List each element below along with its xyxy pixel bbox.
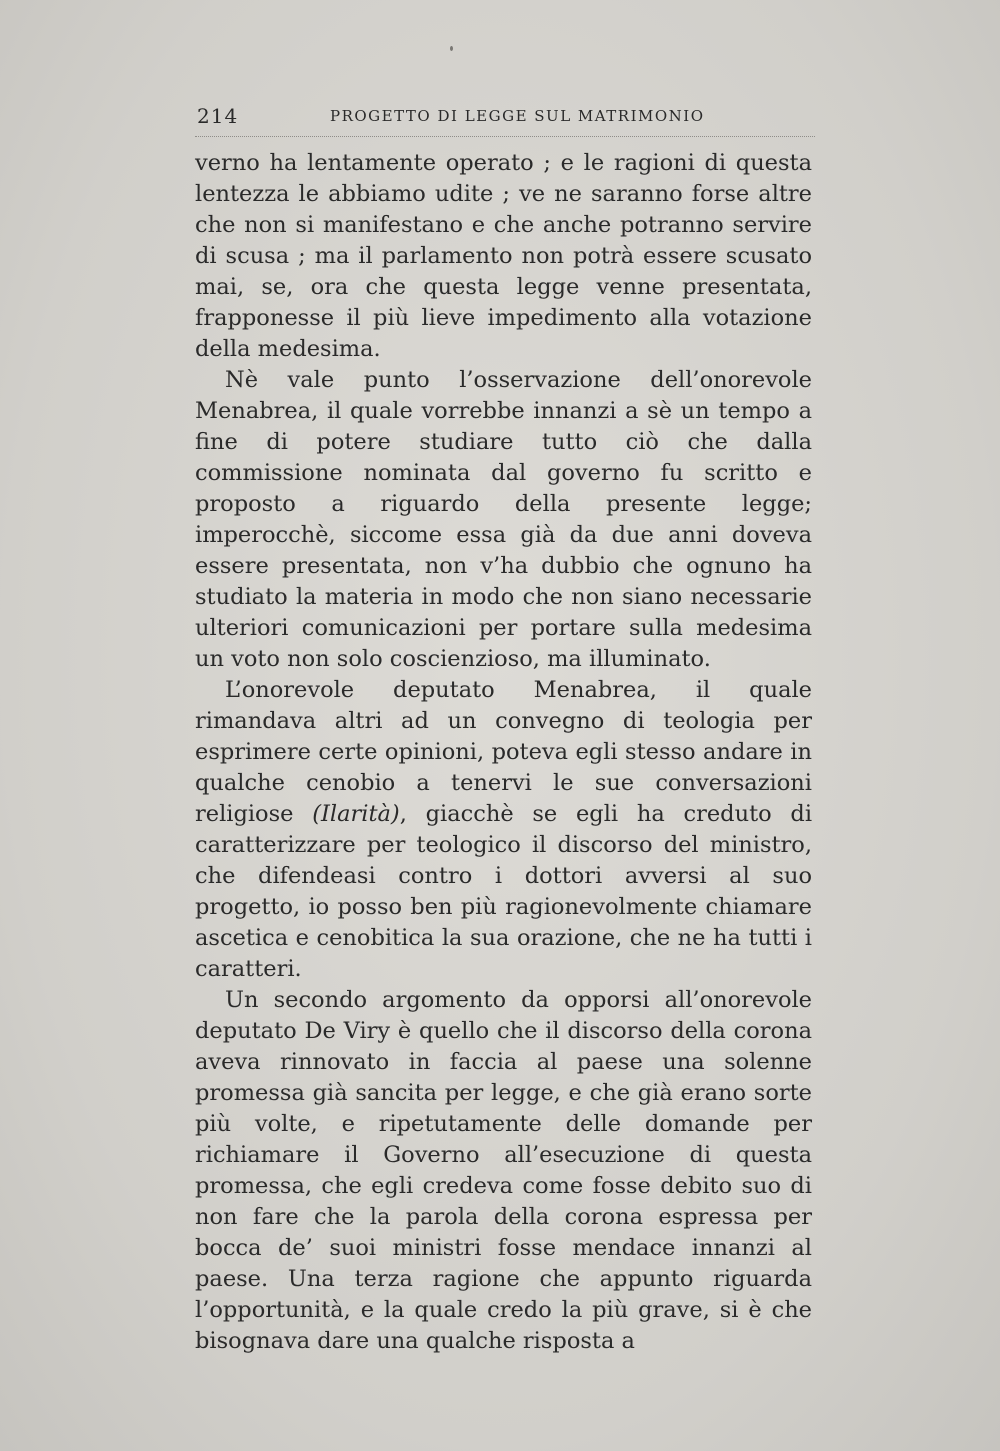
italic-annotation: (Ilarità) <box>312 801 400 827</box>
paragraph: Nè vale punto l’osservazione dell’onorevole Menabrea, il quale vorrebbe innanzi a sè un tempo a fine di potere studiare tutto ciò che dalla commissione nominata dal governo fu scritto e proposto a riguardo della presente legge; imperocchè, siccome essa già da due anni doveva essere presentata, non v’ha dubbio che ognuno ha studiato la materia in modo che non siano necessarie ulteriori comunicazioni per portare sulla medesima un voto non solo coscienzioso, ma illuminato. <box>195 367 812 672</box>
page-number: 214 <box>197 104 239 128</box>
body-text <box>195 148 812 1357</box>
page-header <box>195 104 815 137</box>
paragraph-text: L’onorevole deputato Menabrea, il quale rimandava altri ad un convegno di teologia per esprimere certe opinioni, poteva egli stesso andare in qualche cenobio a tenervi le sue conversazioni religiose <box>195 677 812 827</box>
paragraph: Un secondo argomento da opporsi all’onorevole deputato De Viry è quello che il discorso della corona aveva rinnovato in faccia al paese una solenne promessa già sancita per legge, e che già erano sorte più volte, e ripetutamente delle domande per richiamare il Governo all’esecuzione di questa promessa, che egli credeva come fosse debito suo di non fare che la parola della corona espressa per bocca de’ suoi ministri fosse mendace innanzi al paese. Una terza ragione che appunto riguarda l’opportunità, e la quale credo la più grave, si è che bisognava dare una qualche risposta a <box>195 987 812 1354</box>
running-title: PROGETTO DI LEGGE SUL MATRIMONIO <box>330 107 705 125</box>
paper-speck <box>450 46 453 51</box>
paragraph-text: , giacchè se egli ha creduto di caratterizzare per teologico il discorso del ministro, che difendeasi contro i dottori avversi al suo progetto, io posso ben più ragionevolmente chiamare ascetica e cenobitica la sua orazione, che ne ha tutti i caratteri. <box>195 801 813 982</box>
paragraph: verno ha lentamente operato ; e le ragioni di questa lentezza le abbiamo udite ; ve ne saranno forse altre che non si manifestano e che anche potranno servire di scusa ; ma il parlamento non potrà essere scusato mai, se, ora che questa legge venne presentata, frapponesse il più lieve impedimento alla votazione della medesima. <box>195 150 812 362</box>
paragraph <box>195 675 812 985</box>
